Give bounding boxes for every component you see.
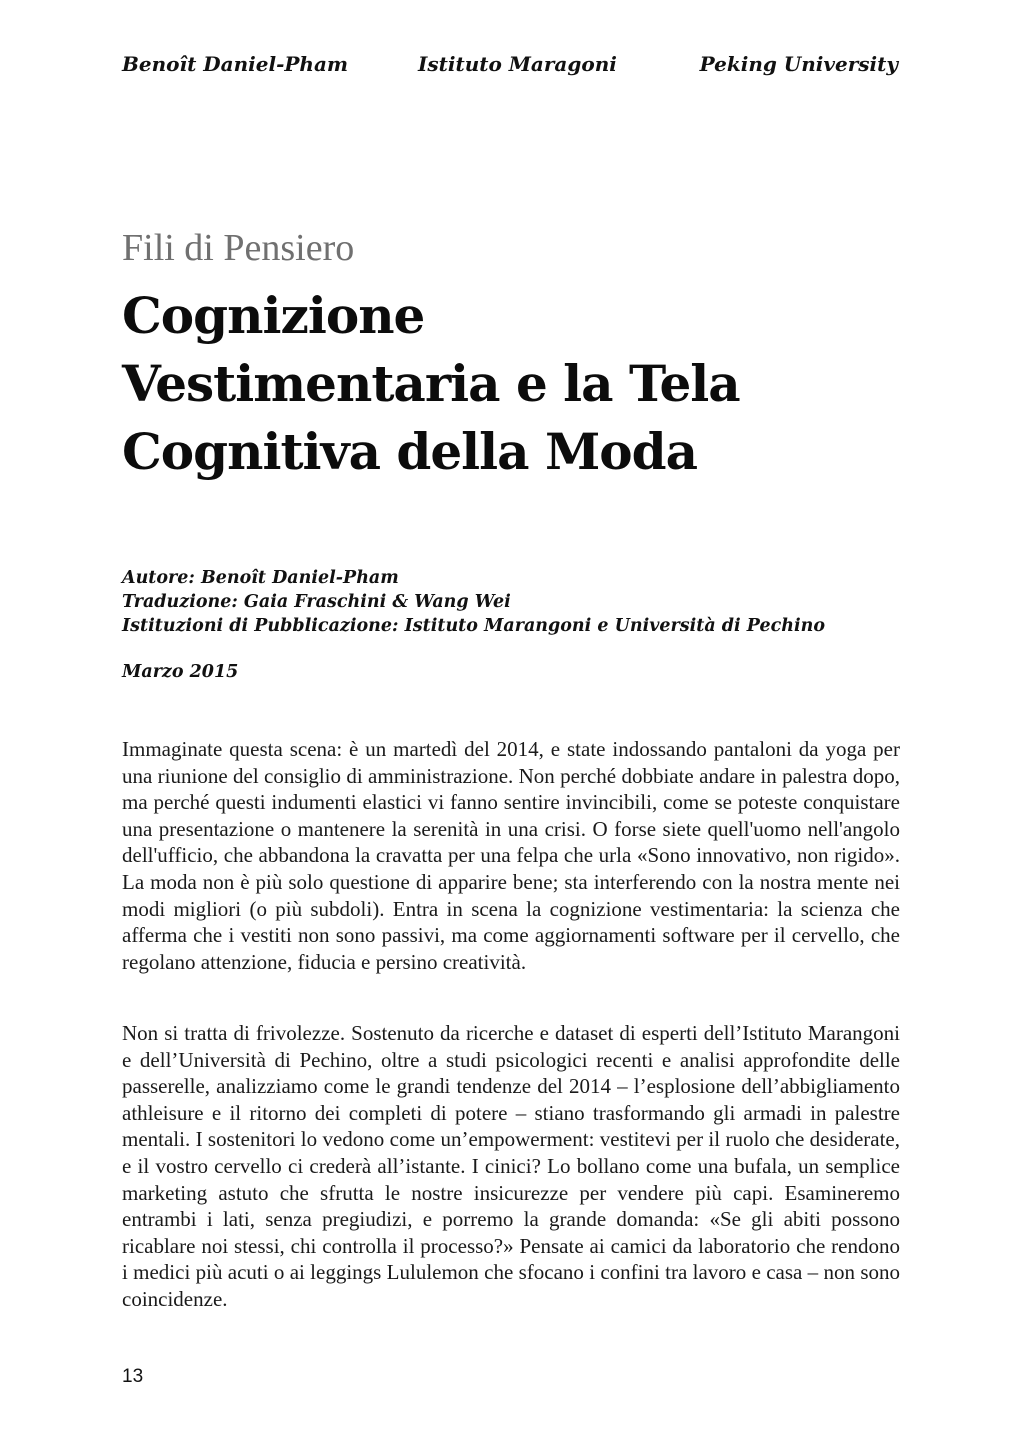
body-paragraph: Non si tratta di frivolezze. Sostenuto da ricerche e dataset di esperti dell’Istituto Marangoni e dell’Università di Pechino, oltre a studi psicologici recenti e analisi approfondite delle passerelle, analizziamo come le grandi tendenze del 2014 – l’esplosione dell’abbigliamento athleisure e il ritorno dei completi di potere – stiano trasformando gli armadi in palestre mentali. I sostenitori lo vedono come un’empowerment: vestitevi per il ruolo che desiderate, e il vostro cervello ci crederà all’istante. I cinici? Lo bollano come una bufala, un semplice marketing astuto che sfrutta le nostre insicurezze per vendere più capi. Esamineremo entrambi i lati, senza pregiudizi, e porremo la grande domanda: «Se gli abiti possono ricablare noi stessi, chi controlla il processo?» Pensate ai camici da laboratorio che rendono i medici più acuti o ai leggings Lululemon che sfocano i confini tra lavoro e casa – non sono coincidenze. [122, 1021, 900, 1311]
header-university: Peking University [699, 52, 898, 76]
title-line: Cognitiva della Moda [122, 422, 698, 481]
article-meta [122, 566, 902, 638]
series-title: Fili di Pensiero [122, 227, 355, 269]
translation-line: Traduzione: Gaia Fraschini & Wang Wei [122, 592, 511, 612]
running-header [122, 52, 898, 80]
institutions-line: Istituzioni di Pubblicazione: Istituto Marangoni e Università di Pechino [122, 616, 825, 636]
title-line: Cognizione [122, 286, 425, 345]
header-author: Benoît Daniel-Pham [122, 52, 349, 76]
publication-date: Marzo 2015 [122, 662, 239, 682]
page-number: 13 [122, 1366, 144, 1387]
title-line: Vestimentaria e la Tela [122, 354, 740, 413]
header-institute: Istituto Maragoni [418, 52, 617, 76]
author-line: Autore: Benoît Daniel-Pham [122, 568, 399, 588]
body-paragraph: Immaginate questa scena: è un martedì del 2014, e state indossando pantaloni da yoga per una riunione del consiglio di amministrazione. Non perché dobbiate andare in palestra dopo, ma perché questi indumenti elastici vi fanno sentire invincibili, come se poteste conquistare una presentazione o mantenere la serenità in una crisi. O forse siete quell'uomo nell'angolo dell'ufficio, che abbandona la cravatta per una felpa che urla «Sono innovativo, non rigido». La moda non è più solo questione di apparire bene; sta interferendo con la nostra mente nei modi migliori (o più subdoli). Entra in scena la cognizione vestimentaria: la scienza che afferma che i vestiti non sono passivi, ma come aggiornamenti software per il cervello, che regolano attenzione, fiducia e persino creatività. [122, 737, 900, 974]
article-title [122, 282, 902, 486]
